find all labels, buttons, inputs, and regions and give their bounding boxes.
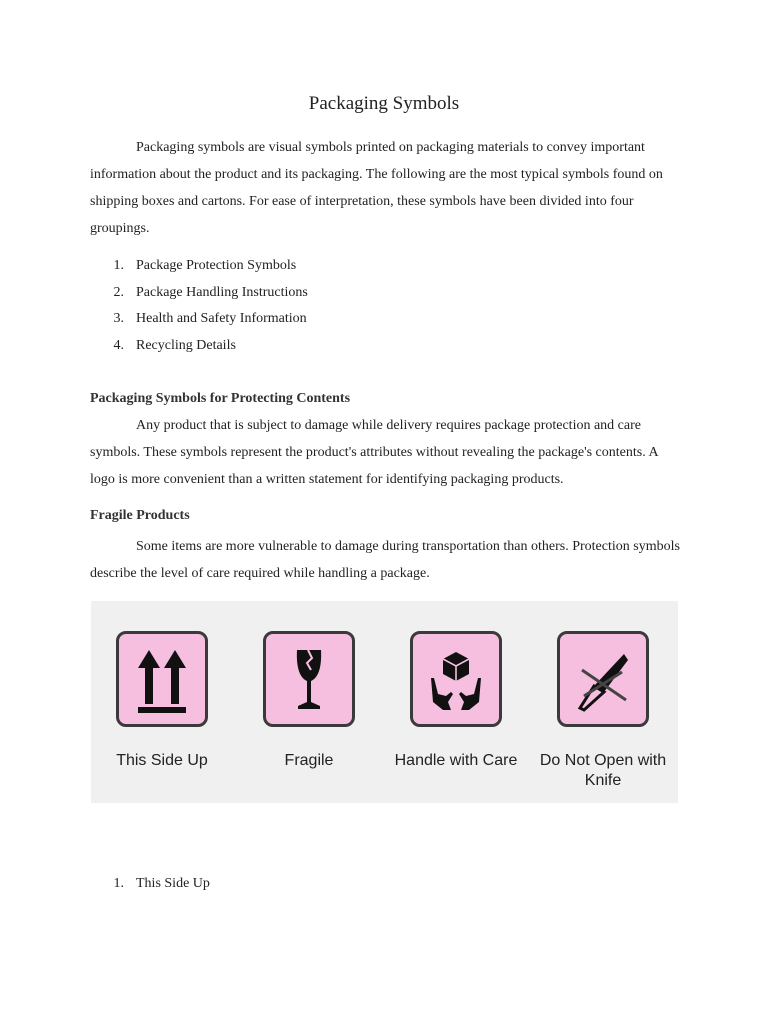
list-number: 3. [113,311,124,326]
list-number: 2. [113,285,124,300]
list-text: Package Handling Instructions [136,285,308,300]
list-text: Recycling Details [136,338,236,353]
handle-with-care-hands-icon [410,631,502,727]
symbol-label: Do Not Open with Knife [539,752,667,789]
symbol-do-not-open-with-knife [539,631,667,801]
symbols-figure [91,601,678,803]
intro-paragraph: Packaging symbols are visual symbols printed on packaging materials to convey important information about the product and its packaging. The following are the most typical symbols found on shipping boxes and cartons. For ease of interpretation, these symbols have been divided into four groupings. [90,140,663,236]
symbol-label: This Side Up [116,752,208,769]
list-text: This Side Up [136,876,210,891]
list-text: Package Protection Symbols [136,258,297,273]
section-paragraph-protecting: Any product that is subject to damage while delivery requires package protection and care symbols. These symbols represent the product's attributes without revealing the package's contents. A logo is more convenient than a written statement for identifying packaging products. [90,418,658,487]
fragile-glass-icon [263,631,355,727]
no-knife-icon [557,631,649,727]
list-number: 1. [113,258,124,273]
symbol-this-side-up [104,631,224,801]
list-number: 1. [113,876,124,891]
this-side-up-arrows-icon [116,631,208,727]
list-text: Health and Safety Information [136,311,307,326]
section-heading-fragile: Fragile Products [90,508,190,523]
list-number: 4. [113,338,124,353]
section-paragraph-fragile: Some items are more vulnerable to damage during transportation than others. Protection symbols describe the level of care required while handling a package. [90,539,680,581]
symbol-label: Handle with Care [394,752,518,769]
page-title: Packaging Symbols [308,93,460,114]
section-heading-protecting: Packaging Symbols for Protecting Contents [90,391,351,406]
symbol-label: Fragile [284,752,334,769]
symbol-handle-with-care [394,631,518,801]
symbol-fragile [251,631,371,801]
